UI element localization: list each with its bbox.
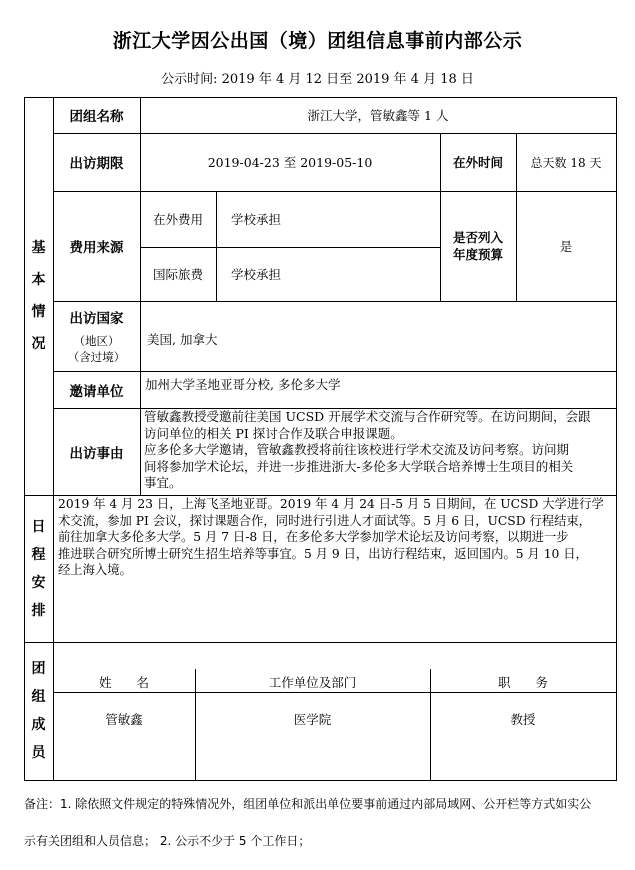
member-row-title: 教授 <box>510 712 536 727</box>
member-header-unit: 工作单位及部门 <box>268 675 357 690</box>
member-header-name: 姓 名 <box>98 675 149 690</box>
country-value: 美国, 加拿大 <box>147 332 218 347</box>
country-label: 出访国家 （地区） （含过境） <box>67 311 126 364</box>
period-value: 2019-04-23 至 2019-05-10 <box>207 155 373 170</box>
note-line-1: 备注：1. 除依照文件规定的特殊情况外，组团单位和派出单位要事前通过内部局域网、公开栏等方式如实公 <box>24 797 592 811</box>
budget-label: 是否列入 年度预算 <box>452 230 503 262</box>
budget-value: 是 <box>559 239 573 254</box>
abroad-time-label: 在外时间 <box>452 155 503 170</box>
abroad-cost-label: 在外费用 <box>152 212 203 227</box>
page-title: 浙江大学因公出国（境）团组信息事前内部公示 <box>112 30 523 52</box>
note-line-2: 示有关团组和人员信息； 2. 公示不少于 5 个工作日； <box>24 834 311 848</box>
member-header-title: 职 务 <box>497 675 548 690</box>
member-row-name: 管敏鑫 <box>105 712 143 727</box>
inviter-value: 加州大学圣地亚哥分校, 多伦多大学 <box>145 377 341 392</box>
reason-label: 出访事由 <box>69 445 124 462</box>
member-row-unit: 医学院 <box>293 712 332 727</box>
period-label: 出访期限 <box>69 156 124 172</box>
members-section-label: 团 组 成 员 <box>31 661 46 761</box>
notice-period: 公示时间: 2019 年 4 月 12 日至 2019 年 4 月 18 日 <box>161 72 474 87</box>
reason-text: 管敏鑫教授受邀前往美国 UCSD 开展学术交流与合作研究等。在访问期间，会跟 访问单位的相关 PI 探讨合作及联合申报课题。 应多伦多大学邀请，管敏鑫教授将前往该校进行学术交流及访问考察。访问期 间将参加学术论坛，并进一步推进浙大-多伦多大学联合培养博士生项目的相关 事宜。 <box>144 409 591 490</box>
schedule-text: 2019 年 4 月 23 日，上海飞圣地亚哥。2019 年 4 月 24 日-5 月 5 日期间，在 UCSD 大学进行学 术交流，参加 PI 会议，探讨课题合作，同时进行引进人才面试等。5 月 6 日，UCSD 行程结束， 前往加拿大多伦多大学。5 月 7 日-8 日，在多伦多大学参加学术论坛及访问考察，以期进一步 推进联合研究所博士研究生招生培养等事宜。5 月 9 日，出访行程结束，返回国内。5 月 10 日， 经上海入境。 <box>58 497 604 577</box>
travel-cost-value: 学校承担 <box>230 267 281 282</box>
abroad-time-value: 总天数 18 天 <box>530 155 602 170</box>
travel-cost-label: 国际旅费 <box>152 267 203 282</box>
group-name-value: 浙江大学，管敏鑫等 1 人 <box>307 108 449 123</box>
basic-section-label: 基 本 情 况 <box>31 240 46 352</box>
schedule-section-label: 日 程 安 排 <box>31 518 46 619</box>
funding-label: 费用来源 <box>69 240 124 256</box>
group-name-label: 团组名称 <box>69 109 124 125</box>
inviter-label: 邀请单位 <box>69 383 124 400</box>
abroad-cost-value: 学校承担 <box>230 212 281 227</box>
